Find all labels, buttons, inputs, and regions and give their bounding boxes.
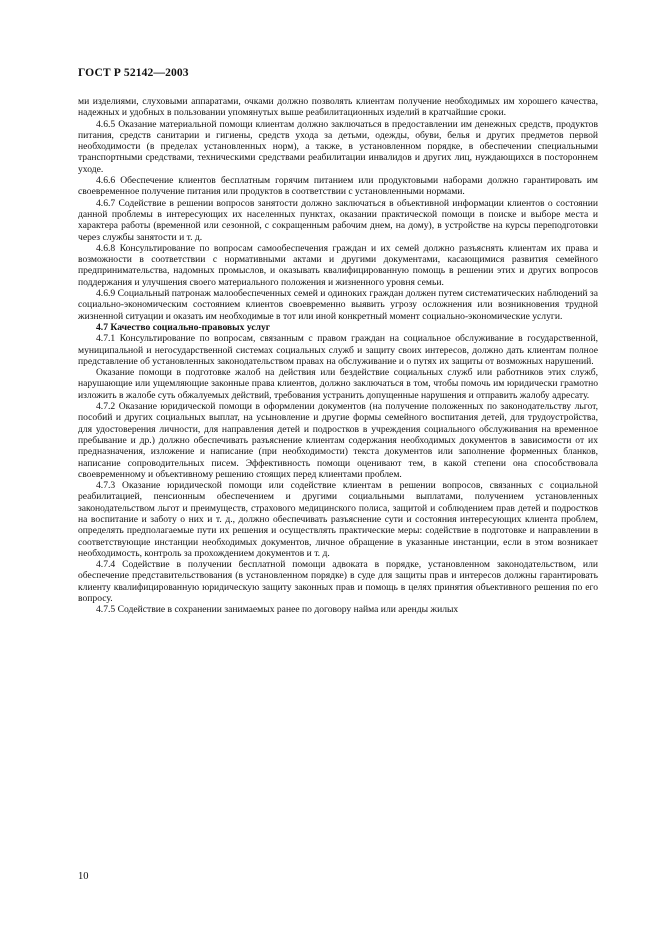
standard-header: ГОСТ Р 52142—2003 — [78, 66, 189, 79]
paragraph-4-7-2: 4.7.2 Оказание юридической помощи в оформлении документов (на получение положенных по законодательству льгот, пособий и других социальных выплат, на усыновление и другие формы семейного воспитания детей, для трудоустройства, для удостоверения личности, для направления детей и подростков в учреждения социального обслуживания на временное пребывание и др.) должно обеспечивать разъяснение клиентам содержания необходимых документов в зависимости от их предназначения, изложение и написание (при необходимости) текста документов или заполнение форменных бланков, написание сопроводительных писем. Эффективность помощи оценивают тем, в какой степени она способствовала своевременному и объективному решению стоящих перед клиентами проблем. — [78, 401, 598, 480]
paragraph-4-6-7: 4.6.7 Содействие в решении вопросов занятости должно заключаться в объективной информации клиентов о состоянии данной проблемы в интересующих их населенных пунктах, оказании практической помощи в поиске и выборе места и характера работы (временной или сезонной, с сокращенным рабочим днем, на дому), в устройстве на курсы переподготовки через службы занятости и т. д. — [78, 197, 598, 243]
paragraph-continuation: ми изделиями, слуховыми аппаратами, очками должно позволять клиентам получение необходимых им хорошего качества, надежных и удобных в пользовании упомянутых выше реабилитационных изделий в кратчайшие сроки. — [78, 96, 598, 119]
paragraph-complaints: Оказание помощи в подготовке жалоб на действия или бездействие социальных служб или работников этих служб, нарушающие или ущемляющие законные права клиентов, должно заключаться в том, чтобы помочь им юридически грамотно изложить в жалобе суть обжалуемых действий, требования устранить допущенные нарушения и отправить жалобу адресату. — [78, 367, 598, 401]
paragraph-4-6-6: 4.6.6 Обеспечение клиентов бесплатным горячим питанием или продуктовыми наборами должно гарантировать им своевременное получение питания или продуктов в соответствии с установленными нормами. — [78, 175, 598, 198]
paragraph-4-6-8: 4.6.8 Консультирование по вопросам самообеспечения граждан и их семей должно разъяснять клиентам их права и возможности в соответствии с нормативными актами и другими документами, касающимися развития семейного предпринимательства, надомных промыслов, и оказывать квалифицированную помощь в решении этих и других вопросов поддержания и улучшения своего материального положения и жизненного уровня семьи. — [78, 242, 598, 288]
paragraph-4-6-5: 4.6.5 Оказание материальной помощи клиентам должно заключаться в предоставлении им денежных средств, продуктов питания, средств санитарии и гигиены, средств ухода за детьми, одежды, обуви, белья и других предметов первой необходимости (в пределах установленных норм), а также, в установленном порядке, в обеспечении специальными транспортными средствами, техническими средствами реабилитации инвалидов и других лиц, нуждающихся в постороннем уходе. — [78, 118, 598, 175]
paragraph-4-7-5: 4.7.5 Содействие в сохранении занимаемых ранее по договору найма или аренды жилых — [96, 604, 459, 616]
paragraph-4-6-9: 4.6.9 Социальный патронаж малообеспеченных семей и одиноких граждан должен путем систематических наблюдений за социально-экономическим состоянием клиентов своевременно выявить угрозу осложнения или возникновения трудной жизненной ситуации и оказать им необходимые в тот или иной конкретный момент социально-экономические услуги. — [78, 288, 598, 322]
page-number: 10 — [78, 871, 89, 882]
section-heading-4-7: 4.7 Качество социально-правовых услуг — [96, 321, 271, 333]
document-body — [78, 96, 598, 616]
paragraph-4-7-4: 4.7.4 Содействие в получении бесплатной помощи адвоката в порядке, установленном законодательством, или обеспечение представительствования (в установленном порядке) в суде для защиты прав и интересов должны гарантировать клиенту квалифицированную юридическую защиту законных прав и помощь в целях принятия объективного решения по его вопросу. — [78, 559, 598, 605]
paragraph-4-7-3: 4.7.3 Оказание юридической помощи или содействие клиентам в решении вопросов, связанных с социальной реабилитацией, пенсионным обеспечением и другими социальными выплатами, получением установленных законодательством льгот и преимуществ, страхового медицинского полиса, защитой и соблюдением прав детей и подростков на воспитание и заботу о них и т. д., должно обеспечивать разъяснение сути и состояния интересующих клиента проблем, определять предполагаемые пути их решения и осуществлять практические меры: содействие в подготовке и направлении в соответствующие инстанции необходимых документов, личное обращение в указанные инстанции, если в этом возникает необходимость, контроль за прохождением документов и т. д. — [78, 480, 598, 559]
paragraph-4-7-1: 4.7.1 Консультирование по вопросам, связанным с правом граждан на социальное обслуживание в государственной, муниципальной и негосударственной системах социальных служб и защиту своих интересов, должно дать клиентам полное представление об установленных законодательством правах на обслуживание и о путях их защиты от возможных нарушений. — [78, 333, 598, 367]
